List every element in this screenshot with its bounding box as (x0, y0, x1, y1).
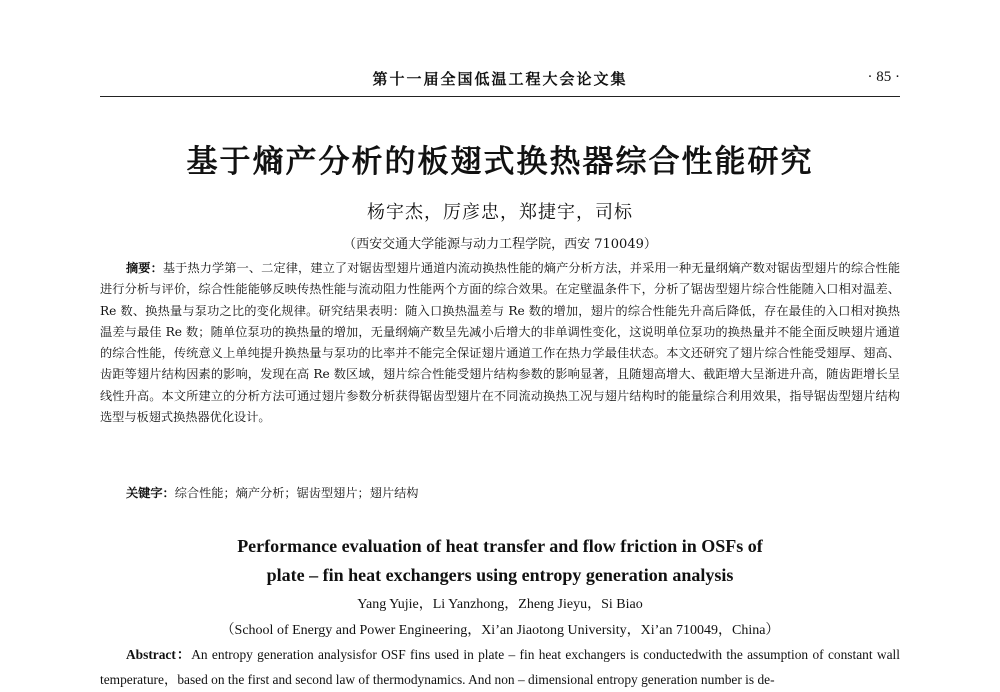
authors-chinese: 杨宇杰，厉彦忠，郑捷宇，司标 (367, 202, 633, 223)
paper-title-english (100, 532, 900, 590)
proceedings-title: 第十一届全国低温工程大会论文集 (372, 70, 628, 88)
title-line-2: plate – fin heat exchangers using entropy generation analysis (266, 565, 734, 585)
abstract-chinese (100, 258, 900, 428)
running-header (100, 60, 900, 97)
keywords-text-chinese: 综合性能；熵产分析；锯齿型翅片；翅片结构 (174, 486, 419, 500)
affiliation-chinese: （西安交通大学能源与动力工程学院，西安 710049） (343, 237, 657, 252)
authors-english: Yang Yujie，Li Yanzhong，Zheng Jieyu，Si Biao (357, 597, 643, 612)
abstract-label-chinese: 摘要： (126, 261, 163, 275)
keywords-label-chinese: 关键字： (126, 486, 175, 500)
paper-title-chinese: 基于熵产分析的板翅式换热器综合性能研究 (186, 144, 814, 180)
page-number: · 85 · (867, 69, 900, 85)
abstract-text-chinese: 基于热力学第一、二定律，建立了对锯齿型翅片通道内流动换热性能的熵产分析方法，并采用一种无量纲熵产数对锯齿型翅片的综合性能进行分析与评价，综合性能能够反映传热性能与流动阻力性能两个方面的综合效果。在定壁温条件下，分析了锯齿型翅片综合性能随入口相对温差、Re 数、换热量与泵功之比的变化规律。研究结果表明：随入口换热温差与 Re 数的增加，翅片的综合性能先升高后降低，存在最佳的入口相对换热温差与最佳 Re 数；随单位泵功的换热量的增加，无量纲熵产数呈先减小后增大的非单调性变化，这说明单位泵功的换热量并不能全面反映翅片通道的综合性能，传统意义上单纯提升换热量与泵功的比率并不能完全保证翅片通道工作在热力学最佳状态。本文还研究了翅片综合性能受翅厚、翅高、齿距等翅片结构因素的影响，发现在高 Re 数区域，翅片综合性能受翅片结构参数的影响显著，且随翅高增大、截距增大呈渐进升高，随齿距增长呈线性升高。本文所建立的分析方法可通过翅片参数分析获得锯齿型翅片在不同流动换热工况与翅片结构时的能量综合利用效果，指导锯齿型翅片结构选型与板翅式换热器优化设计。 (100, 261, 901, 425)
abstract-text-english: An entropy generation analysisfor OSF fins used in plate – fin heat exchangers is conductedwith the assumption of constant wall temperature，based on the first and second law of thermodynamics. And non – dimensional entropy generation number is de- (100, 647, 900, 687)
abstract-label-english: Abstract： (126, 647, 192, 662)
abstract-english (100, 642, 900, 692)
title-line-1: Performance evaluation of heat transfer and flow friction in OSFs of (237, 536, 763, 556)
keywords-chinese (100, 484, 900, 501)
affiliation-english: （School of Energy and Power Engineering，Xi’an Jiaotong University，Xi’an 710049，China） (220, 623, 780, 638)
